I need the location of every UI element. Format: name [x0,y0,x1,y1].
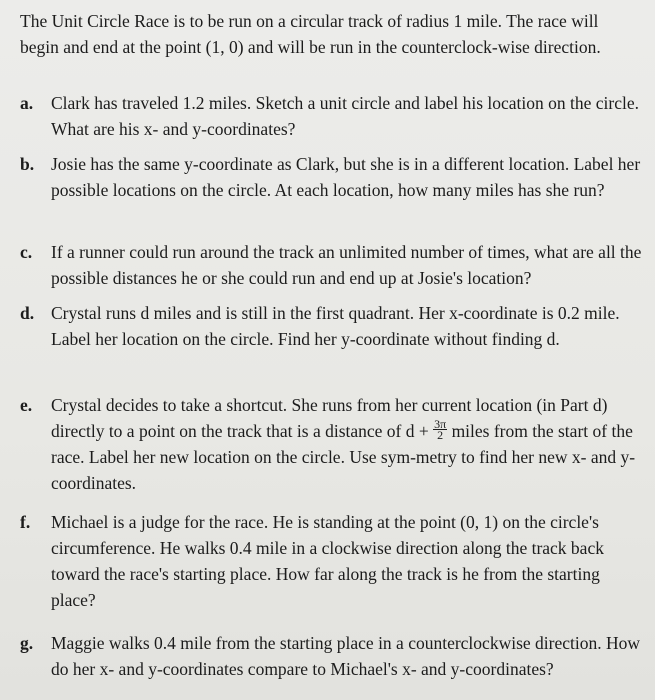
part-letter: f. [20,512,31,532]
part-text-after: miles from the start of the race. Label her new location on the circle. Use sym-metry to find her new x- and y-coordinates. [51,421,636,493]
part-text: If a runner could run around the track an unlimited number of times, what are all the possible distances he or she could run and end up at Josie's location? [51,242,642,288]
fraction-three-pi-over-two [433,416,447,442]
part-letter: d. [20,303,35,323]
part-text: Maggie walks 0.4 mile from the starting place in a counterclockwise direction. How do her x- and y-coordinates compare to Michael's x- and y-coordinates? [51,633,640,679]
part-text: Clark has traveled 1.2 miles. Sketch a unit circle and label his location on the circle. What are his x- and y-coordinates? [51,93,640,139]
part-letter: a. [20,93,34,113]
part-letter: b. [20,154,35,174]
part-f [20,509,645,613]
part-g [20,630,645,682]
part-letter: c. [20,242,33,262]
part-letter: e. [20,395,33,415]
part-a [20,90,645,142]
part-d [20,300,645,352]
part-e [20,392,645,496]
fraction-denominator: 2 [437,427,444,442]
part-text [51,392,645,496]
part-text: Crystal runs d miles and is still in the first quadrant. Her x-coordinate is 0.2 mile. Label her location on the circle. Find her y-coordinate without finding d. [51,303,620,349]
fraction-numerator: 3π [434,416,447,431]
part-text: Josie has the same y-coordinate as Clark, but she is in a different location. Label her possible locations on the circle. At each location, how many miles has she run? [51,154,641,200]
part-letter: g. [20,633,34,653]
part-c [20,239,645,291]
problem-intro: The Unit Circle Race is to be run on a circular track of radius 1 mile. The race will begin and end at the point (1, 0) and will be run in the counterclock-wise direction. [20,11,601,57]
part-b [20,151,645,203]
part-text: Michael is a judge for the race. He is standing at the point (0, 1) on the circle's circumference. He walks 0.4 mile in a clockwise direction along the track back toward the race's starting place. How far along the track is he from the starting place? [51,512,604,610]
part-text-before: Crystal decides to take a shortcut. She runs from her current location (in Part d) directly to a point on the track that is a distance of d + [51,395,608,441]
